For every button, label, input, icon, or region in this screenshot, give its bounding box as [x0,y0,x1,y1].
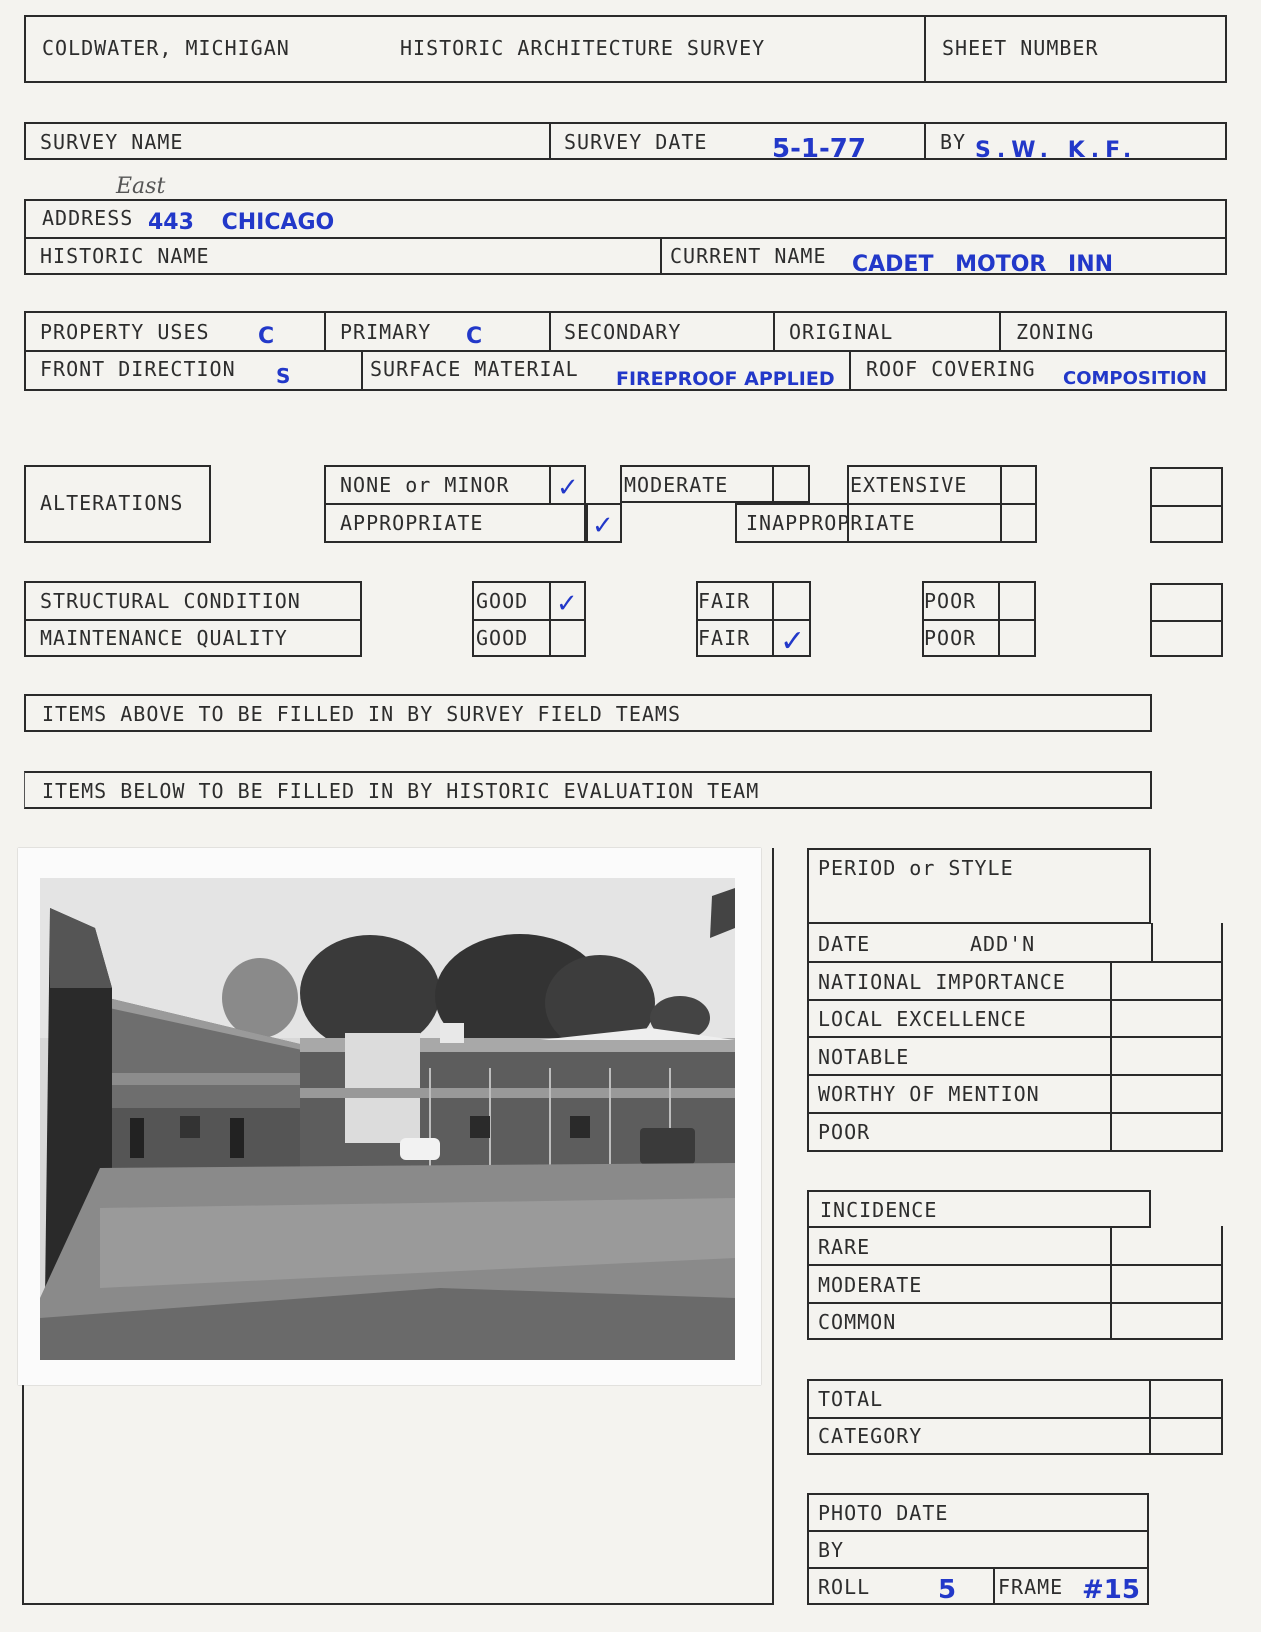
local-excellence-label: LOCAL EXCELLENCE [818,1007,1027,1031]
property-uses-label: PROPERTY USES [40,320,210,344]
maintenance-fair-label: FAIR [698,626,751,650]
property-divider-2 [549,311,551,350]
roll-value: 5 [938,1575,957,1605]
roll-frame-divider [993,1567,995,1605]
eval-line-2 [807,999,1223,1001]
survey-by-label: BY [940,130,967,154]
eval-line-5 [807,1112,1223,1114]
field-teams-note: ITEMS ABOVE TO BE FILLED IN BY SURVEY FIELD TEAMS [42,702,682,726]
good-check-col [549,581,551,657]
photo-info-line-2 [807,1567,1149,1569]
eval-line-1 [807,961,1223,963]
form-title: HISTORIC ARCHITECTURE SURVEY [400,36,766,60]
photo-by-label: BY [818,1538,845,1562]
moderate-check-col [772,465,774,503]
structural-poor-label: POOR [924,589,977,613]
survey-date-value: 5-1-77 [772,134,866,164]
total-divider [807,1417,1223,1419]
original-label: ORIGINAL [789,320,894,344]
property-divider-4 [999,311,1001,350]
survey-name-label: SURVEY NAME [40,130,184,154]
none-minor-check-col [549,465,551,503]
extensive-divider [735,503,1037,505]
roof-covering-value: COMPOSITION [1063,368,1207,389]
date-label: DATE [818,932,871,956]
header-divider [924,15,926,83]
photo-date-label: PHOTO DATE [818,1501,949,1525]
maintenance-poor-label: POOR [924,626,977,650]
maintenance-good-label: GOOD [476,626,529,650]
total-label: TOTAL [818,1387,884,1411]
evaluation-team-note: ITEMS BELOW TO BE FILLED IN BY HISTORIC EVALUATION TEAM [42,779,760,803]
category-label: CATEGORY [818,1424,923,1448]
good-divider [472,619,586,621]
period-style-label: PERIOD or STYLE [818,856,1014,880]
current-name-divider [660,237,662,275]
survey-divider-2 [924,122,926,160]
worthy-of-mention-label: WORTHY OF MENTION [818,1082,1040,1106]
photo-frame-right [772,848,774,1604]
poor-check-col [998,581,1000,657]
eval-score-col [1110,961,1112,1152]
structural-good-check: ✓ [556,589,578,619]
incidence-score-col [1110,1226,1112,1340]
notable-label: NOTABLE [818,1045,910,1069]
current-name-value: CADET MOTOR INN [852,252,1114,277]
extensive-label: EXTENSIVE [850,473,968,497]
common-label: COMMON [818,1310,897,1334]
roof-covering-label: ROOF COVERING [866,357,1036,381]
motel-courtyard-photo [40,878,735,1360]
survey-divider-1 [549,122,551,160]
current-name-label: CURRENT NAME [670,244,827,268]
incidence-label: INCIDENCE [820,1198,938,1222]
surface-material-label: SURFACE MATERIAL [370,357,579,381]
structural-good-label: GOOD [476,589,529,613]
address-value: 443 CHICAGO [148,210,335,235]
property-row-divider [24,350,1227,352]
zoning-label: ZONING [1016,320,1095,344]
fair-divider [696,619,811,621]
front-direction-value: S [276,364,291,388]
city-label: COLDWATER, MICHIGAN [42,36,290,60]
appropriate-check: ✓ [592,511,614,541]
surface-material-value: FIREPROOF APPLIED [616,368,835,390]
inappropriate-label: INAPPROPRIATE [746,511,916,535]
survey-by-value: S.W. K.F. [975,138,1138,163]
fair-check-col [772,581,774,657]
appropriate-label: APPROPRIATE [340,511,484,535]
none-minor-label: NONE or MINOR [340,473,510,497]
property-divider-3 [773,311,775,350]
structural-condition-label: STRUCTURAL CONDITION [40,589,301,613]
sheet-number-label: SHEET NUMBER [942,36,1099,60]
alterations-score-divider [1150,505,1223,507]
photo-frame-bottom [22,1603,774,1605]
moderate-label: MODERATE [624,473,729,497]
historic-name-label: HISTORIC NAME [40,244,210,268]
inappropriate-bottom [735,541,1037,543]
none-minor-divider [324,503,586,505]
national-importance-label: NATIONAL IMPORTANCE [818,970,1066,994]
property-divider-1 [324,311,326,350]
address-label: ADDRESS [42,206,134,230]
total-score-col [1149,1379,1151,1455]
property-divider-5 [361,350,363,391]
alterations-label: ALTERATIONS [40,491,184,515]
condition-label-divider [24,619,362,621]
primary-value: C [466,324,483,349]
property-divider-6 [849,350,851,391]
rare-label: RARE [818,1235,871,1259]
secondary-label: SECONDARY [564,320,682,344]
maintenance-fair-check: ✓ [780,624,806,659]
eval-line-3 [807,1036,1223,1038]
inappropriate-left [735,503,737,543]
condition-score-divider [1150,620,1223,622]
addn-label: ADD'N [970,932,1036,956]
eval-line-4 [807,1074,1223,1076]
none-minor-check: ✓ [557,473,579,503]
poor-divider [922,619,1036,621]
incidence-line-2 [807,1302,1223,1304]
eval-poor-label: POOR [818,1120,871,1144]
building-photo-print [18,848,761,1385]
primary-label: PRIMARY [340,320,432,344]
date-right-edge [1151,923,1153,961]
incidence-line-1 [807,1264,1223,1266]
roll-label: ROLL [818,1575,871,1599]
maintenance-quality-label: MAINTENANCE QUALITY [40,626,288,650]
incidence-moderate-label: MODERATE [818,1273,923,1297]
property-uses-value: C [258,324,275,349]
photo-info-line-1 [807,1530,1149,1532]
frame-label: FRAME [998,1575,1064,1599]
front-direction-label: FRONT DIRECTION [40,357,236,381]
building-photo [40,878,735,1360]
structural-fair-label: FAIR [698,589,751,613]
frame-value: #15 [1082,1575,1140,1605]
address-prefix-note: East [116,174,166,199]
survey-date-label: SURVEY DATE [564,130,708,154]
address-row-divider [24,237,1227,239]
